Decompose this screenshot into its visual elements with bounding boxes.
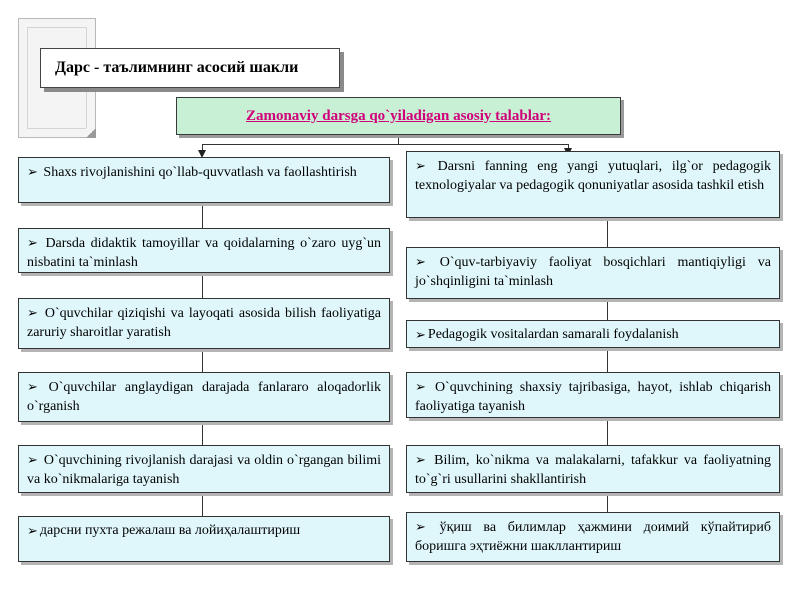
- bullet-arrow-icon: ➢: [27, 305, 38, 320]
- bullet-arrow-icon: ➢: [27, 523, 38, 538]
- right-item-5: [406, 445, 780, 493]
- requirements-header: Zamonaviy darsga qo`yiladigan asosiy talablar:: [176, 97, 621, 135]
- right-item-6-text: ўқиш ва билимлар ҳажмини доимий кўпайтириб боришга эҳтиёжни шакллантириш: [415, 520, 771, 554]
- bullet-arrow-icon: ➢: [415, 158, 426, 173]
- left-item-2: [18, 228, 390, 273]
- right-item-6: [406, 512, 780, 562]
- bullet-arrow-icon: ➢: [415, 379, 426, 394]
- left-item-5: [18, 445, 390, 493]
- bullet-arrow-icon: ➢: [27, 235, 38, 250]
- left-item-4: [18, 372, 390, 422]
- bullet-arrow-icon: ➢: [415, 452, 426, 467]
- right-item-2-text: O`quv-tarbiyaviy faoliyat bosqichlari mantiqiyligi va jo`shqinligini ta`minlash: [415, 255, 771, 289]
- right-item-1: [406, 151, 780, 218]
- left-item-5-text: O`quvchining rivojlanish darajasi va oldin o`rgangan bilimi va ko`nikmalariga tayanish: [27, 453, 381, 487]
- left-item-6-text: дарсни пухта режалаш ва лойиҳалаштириш: [39, 523, 301, 538]
- bullet-arrow-icon: ➢: [415, 326, 426, 342]
- bullet-arrow-icon: ➢: [27, 452, 38, 467]
- left-item-3-text: O`quvchilar qiziqishi va layoqati asosida bilish faoliyatiga zaruriy sharoitlar yaratish: [27, 306, 382, 340]
- connector-header-down: [398, 135, 399, 144]
- right-item-4-text: O`quvchining shaxsiy tajribasiga, hayot, ishlab chiqarish faoliyatiga tayanish: [415, 380, 771, 414]
- bullet-arrow-icon: ➢: [415, 519, 426, 534]
- bullet-arrow-icon: ➢: [27, 379, 38, 394]
- right-item-3-text: Pedagogik vositalardan samarali foydalanish: [427, 326, 679, 342]
- right-item-1-text: Darsni fanning eng yangi yutuqlari, ilg`or pedagogik texnologiyalar va pedagogik qonuniyatlar asosida tashkil etish: [415, 159, 772, 193]
- right-item-4: [406, 372, 780, 418]
- bullet-arrow-icon: ➢: [27, 164, 38, 179]
- left-item-3: [18, 298, 390, 349]
- left-item-4-text: O`quvchilar anglaydigan darajada fanlararo aloqadorlik o`rganish: [27, 380, 381, 414]
- left-item-1: [18, 157, 390, 203]
- bullet-arrow-icon: ➢: [415, 254, 426, 269]
- left-item-6: [18, 516, 390, 562]
- page-title: Дарс - таълимнинг асосий шакли: [40, 48, 340, 88]
- connector-header-horizontal: [202, 144, 568, 145]
- right-item-5-text: Bilim, ko`nikma va malakalarni, tafakkur va faoliyatning to`g`ri usullarini shakllantirish: [415, 453, 771, 487]
- right-item-2: [406, 247, 780, 299]
- left-item-1-text: Shaxs rivojlanishini qo`llab-quvvatlash va faollashtirish: [43, 165, 357, 180]
- right-item-3: [406, 320, 780, 348]
- left-item-2-text: Darsda didaktik tamoyillar va qoidalarning o`zaro uyg`un nisbatini ta`minlash: [27, 236, 382, 270]
